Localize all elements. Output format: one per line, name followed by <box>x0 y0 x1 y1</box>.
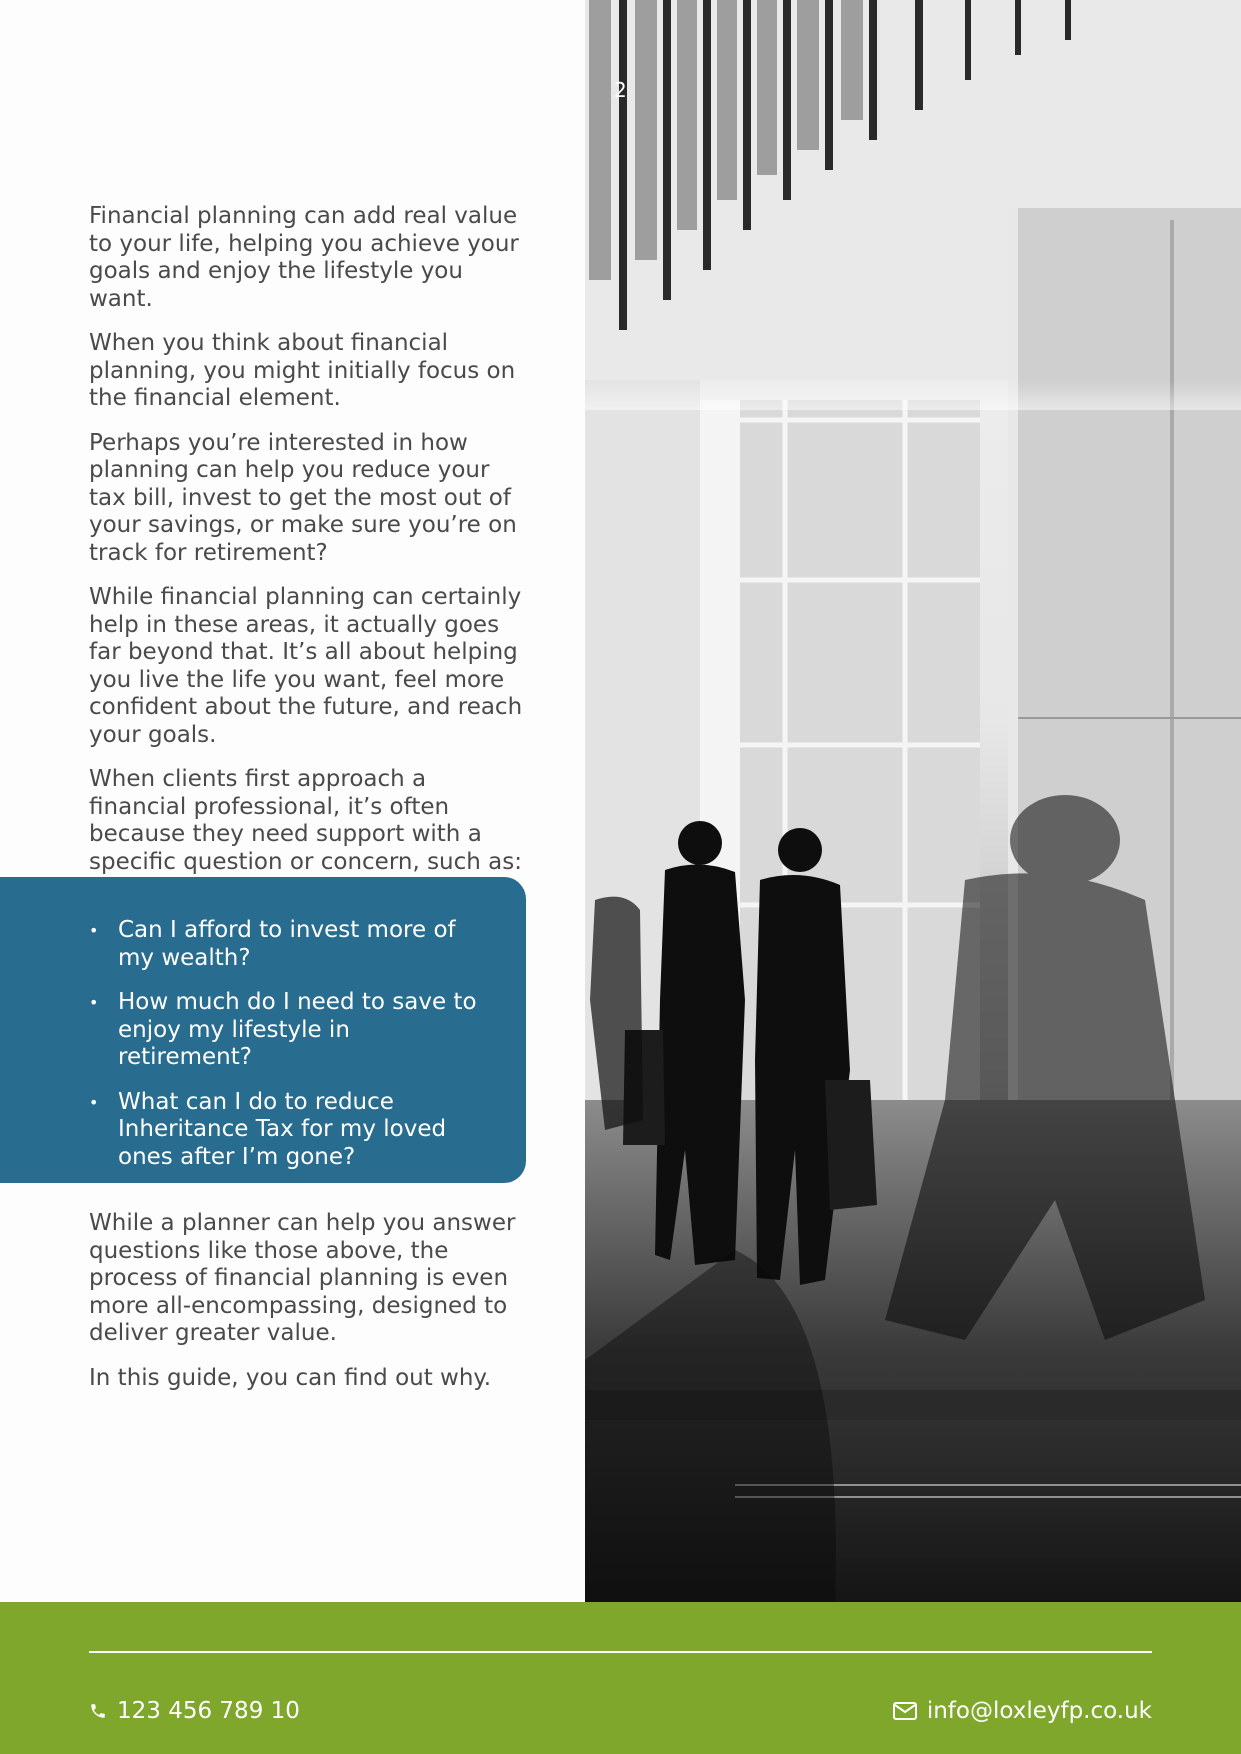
intro-paragraph: When clients first approach a financial professional, it’s often because they need support with a specific question or concern, such as: <box>89 766 522 875</box>
question-text: Can I afford to invest more of my wealth? <box>118 917 456 971</box>
phone-icon <box>89 1701 107 1721</box>
phone-number: 123 456 789 10 <box>117 1698 300 1724</box>
envelope-icon <box>893 1702 917 1720</box>
closing-text <box>89 1210 529 1409</box>
intro-text <box>89 203 529 893</box>
questions-list <box>0 877 526 1171</box>
question-item <box>89 917 486 972</box>
questions-callout <box>0 877 526 1183</box>
hero-photo <box>585 0 1241 1602</box>
contact-footer <box>0 1602 1241 1754</box>
intro-paragraph: When you think about financial planning, you might initially focus on the financial element. <box>89 330 516 411</box>
page-number: 2 <box>614 78 627 102</box>
question-text: What can I do to reduce Inheritance Tax for my loved ones after I’m gone? <box>118 1088 447 1170</box>
office-street-photo <box>585 0 1241 1602</box>
question-item <box>89 1089 486 1172</box>
phone-link[interactable] <box>89 1698 300 1724</box>
bullet-icon: • <box>89 993 99 1012</box>
intro-paragraph: Financial planning can add real value to your life, helping you achieve your goals and enjoy the lifestyle you want. <box>89 203 519 312</box>
email-address: info@loxleyfp.co.uk <box>926 1698 1152 1724</box>
question-item <box>89 989 486 1072</box>
bullet-icon: • <box>89 921 99 940</box>
question-text: How much do I need to save to enjoy my lifestyle in retirement? <box>118 989 477 1070</box>
closing-paragraph: While a planner can help you answer questions like those above, the process of financial planning is even more all-encompassing, designed to deliver greater value. <box>89 1210 516 1346</box>
closing-paragraph: In this guide, you can find out why. <box>89 1364 492 1391</box>
bullet-icon: • <box>89 1092 99 1112</box>
intro-paragraph: Perhaps you’re interested in how planning can help you reduce your tax bill, invest to get the most out of your savings, or make sure you’re on track for retirement? <box>89 429 517 566</box>
footer-divider <box>89 1651 1152 1653</box>
email-link[interactable] <box>893 1698 1152 1724</box>
intro-paragraph: While financial planning can certainly help in these areas, it actually goes far beyond that. It’s all about helping you live the life you want, feel more confident about the future, and reach your goals. <box>89 584 523 748</box>
